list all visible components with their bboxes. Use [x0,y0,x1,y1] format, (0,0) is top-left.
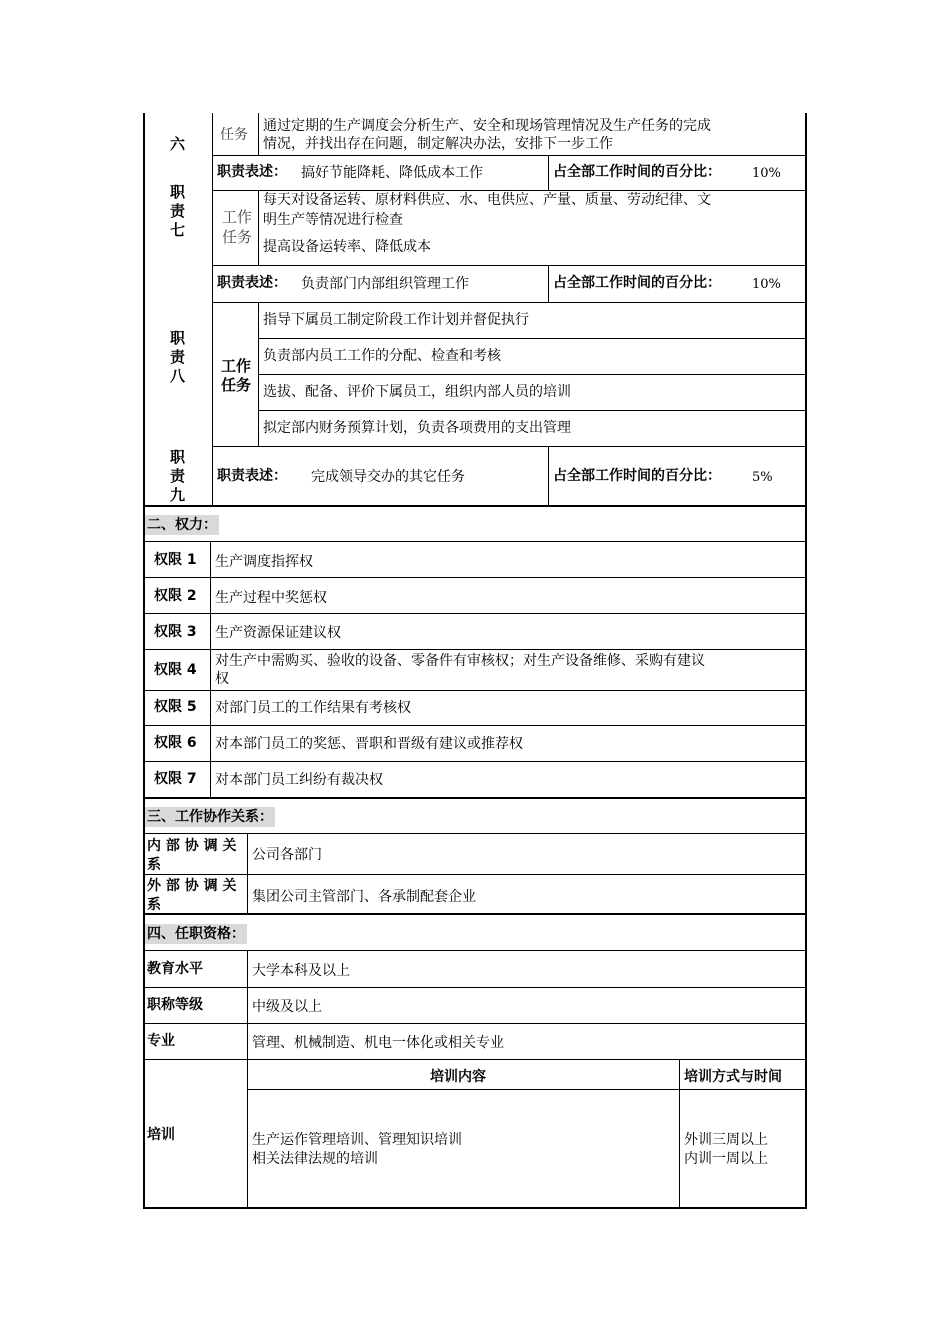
training-content-header: 培训内容 [430,1069,486,1085]
authority-text: 生产过程中奖惩权 [215,590,327,606]
duty-eight-task-label-b: 任务 [221,376,252,394]
duty-nine-pct-label: 占全部工作时间的百分比： [553,468,721,484]
qualification-section-title: 四、任职资格： [147,926,245,942]
duty-six-task-line2: 情况，并找出存在问题，制定解决办法，安排下一步工作 [263,136,613,152]
duty-nine-desc: 完成领导交办的其它任务 [311,469,465,485]
duty-six-task-line1: 通过定期的生产调度会分析生产、安全和现场管理情况及生产任务的完成 [263,118,711,134]
duty-eight-label-c: 八 [170,367,186,385]
training-content-1: 生产运作管理培训、管理知识培训 [252,1132,462,1148]
duty-seven-task-label-a: 工作 [222,208,253,226]
training-content-2: 相关法律法规的培训 [252,1151,378,1167]
duty-seven-task-line2: 明生产等情况进行检查 [263,212,403,228]
duty-seven-pct-label: 占全部工作时间的百分比： [553,164,721,180]
duty-eight-label-b: 责 [170,348,186,366]
authority-section-title: 二、权力： [147,517,217,533]
duty-nine-label-b: 责 [170,467,186,485]
authority-label: 权限 3 [154,624,197,640]
duty-eight-pct-label: 占全部工作时间的百分比： [553,275,721,291]
authority-label: 权限 5 [154,699,197,715]
duty-nine-label-a: 职 [170,448,186,466]
training-label: 培训 [147,1127,175,1143]
duty-seven-task-line1: 每天对设备运转、原材料供应、水、电供应、产量、质量、劳动纪律、文 [263,192,711,208]
title-level-value: 中级及以上 [252,999,322,1015]
duty-seven-pct: 10% [752,166,781,181]
authority-text: 生产调度指挥权 [215,554,313,570]
major-value: 管理、机械制造、机电一体化或相关专业 [252,1035,504,1051]
duty-label-column-divider [212,113,213,506]
duty-eight-pct: 10% [752,277,781,292]
authority-label: 权限 2 [154,588,197,604]
training-method-header: 培训方式与时间 [684,1069,782,1085]
authority-label: 权限 7 [154,771,197,787]
duty-seven-desc: 搞好节能降耗、降低成本工作 [301,165,483,181]
major-label: 专业 [147,1033,175,1049]
internal-coordination-label: 内 部 协 调 关 [147,838,237,854]
education-value: 大学本科及以上 [252,963,350,979]
authority-text: 对生产中需购买、验收的设备、零备件有审核权；对生产设备维修、采购有建议 [215,653,705,669]
table-left-border [143,113,145,1209]
authority-text-continued: 权 [215,671,229,687]
duty-eight-task: 负责部内员工工作的分配、检查和考核 [263,348,501,364]
authority-label: 权限 6 [154,735,197,751]
authority-text: 生产资源保证建议权 [215,625,341,641]
duty-six-task-label: 任务 [220,127,248,143]
authority-text: 对部门员工的工作结果有考核权 [215,700,411,716]
duty-seven-task-label-b: 任务 [222,228,253,246]
duty-eight-task: 拟定部内财务预算计划，负责各项费用的支出管理 [263,420,571,436]
internal-coordination-value: 公司各部门 [252,847,322,863]
education-label: 教育水平 [147,961,203,977]
external-coordination-value: 集团公司主管部门、各承制配套企业 [252,889,476,905]
authority-text: 对本部门员工纠纷有裁决权 [215,772,383,788]
external-coordination-label: 外 部 协 调 关 [147,878,237,894]
duty-eight-task: 选拔、配备、评价下属员工，组织内部人员的培训 [263,384,571,400]
title-level-label: 职称等级 [147,997,203,1013]
duty-eight-label-a: 职 [170,329,186,347]
duty-seven-label-c: 七 [170,221,186,239]
internal-coordination-label-2: 系 [147,857,161,873]
duty-nine-label-c: 九 [170,486,186,504]
authority-label: 权限 1 [154,552,197,568]
external-coordination-label-2: 系 [147,897,161,913]
authority-label: 权限 4 [154,662,197,678]
cooperation-section-title: 三、工作协作关系： [147,809,273,825]
duty-eight-task-label-a: 工作 [221,357,252,375]
duty-seven-desc-label: 职责表述： [217,164,287,180]
duty-six-label: 六 [170,135,186,153]
duty-eight-desc: 负责部门内部组织管理工作 [301,276,469,292]
training-method-2: 内训一周以上 [684,1151,768,1167]
duty-seven-task-line3: 提高设备运转率、降低成本 [263,239,431,255]
training-method-divider [679,1059,680,1209]
qualification-label-divider [247,950,248,1209]
table-right-border [805,113,807,1209]
duty-seven-label-a: 职 [170,183,186,201]
training-method-1: 外训三周以上 [684,1132,768,1148]
duty-seven-label-b: 责 [170,202,186,220]
duty-eight-task: 指导下属员工制定阶段工作计划并督促执行 [263,312,529,328]
duty-nine-pct: 5% [752,470,773,485]
duty-eight-desc-label: 职责表述： [217,275,287,291]
authority-text: 对本部门员工的奖惩、晋职和晋级有建议或推荐权 [215,736,523,752]
authority-label-divider [210,541,211,798]
duty-nine-desc-label: 职责表述： [217,468,287,484]
